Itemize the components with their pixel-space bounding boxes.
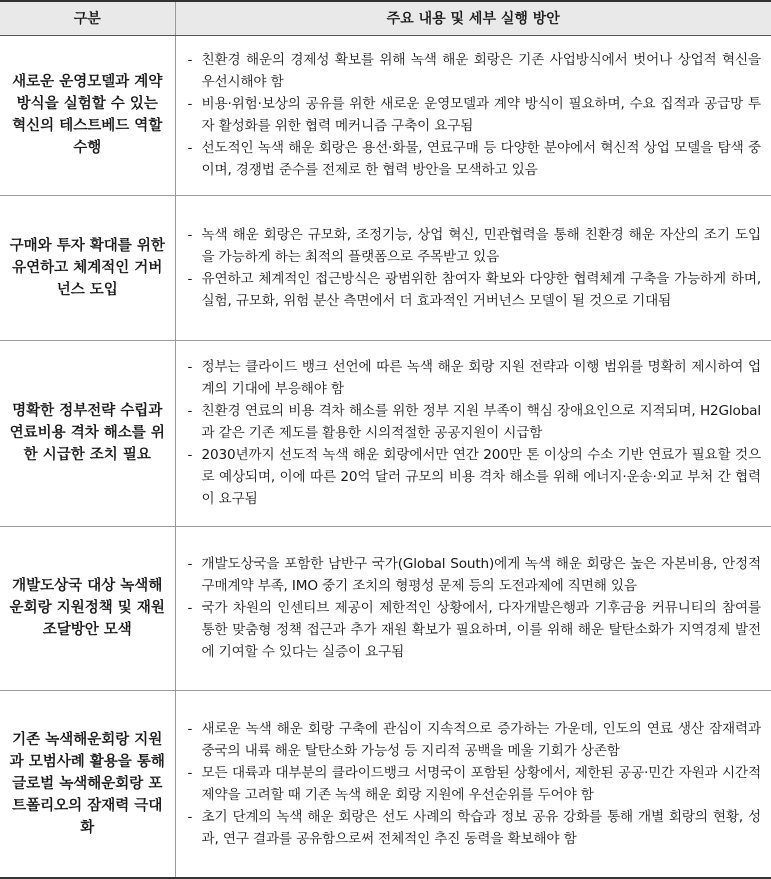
row-details <box>175 340 771 526</box>
table-row <box>0 340 771 526</box>
bullet-dash: - <box>187 764 193 781</box>
table-header-row <box>0 1 771 35</box>
detail-bullet <box>188 597 762 663</box>
bullet-text: 정부는 클라이드 뱅크 선언에 따른 녹색 해운 회랑 지원 전략과 이행 범위를 명확히 제시하여 업계의 기대에 부응해야 함 <box>201 359 761 397</box>
bullet-dash: - <box>187 140 193 156</box>
bullet-text: 모든 대륙과 대부분의 클라이드뱅크 서명국이 포함된 상황에서, 제한된 공공·민간 자원과 시간적 제약을 고려할 때 기존 녹색 해운 회랑 지원에 우선순위를 두어야 함 <box>201 764 761 803</box>
bullet-text: 2030년까지 선도적 녹색 해운 회랑에서만 연간 200만 톤 이상의 수소 기반 연료가 필요할 것으로 예상되며, 이에 따른 20억 달러 규모의 비용 격차 해소를 위해 에너지·운송·외교 부처 간 협력이 요구됨 <box>201 447 761 507</box>
bullet-dash: - <box>187 808 193 825</box>
bullet-text: 선도적인 녹색 해운 회랑은 용선·화물, 연료구매 등 다양한 분야에서 혁신적 상업 모델을 탐색 중이며, 경쟁법 준수를 전제로 한 협력 방안을 모색하고 있음 <box>201 140 761 178</box>
header-category: 구분 <box>0 1 175 35</box>
detail-bullet <box>188 137 762 181</box>
bullet-dash: - <box>187 52 193 68</box>
bullet-text: 국가 차원의 인센티브 제공이 제한적인 상황에서, 다자개발은행과 기후금융 커뮤니티의 참여를 통한 맞춤형 정책 접근과 추가 재원 확보가 필요하며, 이를 위해 해운 탈탄소화가 지역경제 발전에 기여할 수 있다는 실증이 요구됨 <box>201 600 761 660</box>
detail-bullet <box>188 444 762 510</box>
bullet-dash: - <box>187 600 193 616</box>
detail-bullet <box>188 224 762 268</box>
row-category: 개발도상국 대상 녹색해운회랑 지원정책 및 재원 조달방안 모색 <box>0 526 175 690</box>
row-category: 명확한 정부전략 수립과 연료비용 격차 해소를 위한 시급한 조치 필요 <box>0 340 175 526</box>
detail-bullet <box>188 718 762 762</box>
row-category: 기존 녹색해운회랑 지원과 모범사례 활용을 통해 글로벌 녹색해운회랑 포트폴리오의 잠재력 극대화 <box>0 690 175 878</box>
row-details <box>175 35 771 195</box>
header-details: 주요 내용 및 세부 실행 방안 <box>175 1 771 35</box>
row-category: 구매와 투자 확대를 위한 유연하고 체계적인 거버넌스 도입 <box>0 195 175 340</box>
detail-bullet <box>188 553 762 597</box>
row-details <box>175 526 771 690</box>
detail-bullet <box>188 49 762 93</box>
bullet-text: 개발도상국을 포함한 남반구 국가(Global South)에게 녹색 해운 회랑은 높은 자본비용, 안정적 구매계약 부족, IMO 중기 조치의 형평성 문제 등의 도전과제에 직면해 있음 <box>201 556 761 594</box>
bullet-text: 초기 단계의 녹색 해운 회랑은 선도 사례의 학습과 정보 공유 강화를 통해 개별 회랑의 현황, 성과, 연구 결과를 공유함으로써 전체적인 추진 동력을 확보해야 함 <box>201 808 761 847</box>
table-row <box>0 526 771 690</box>
row-category: 새로운 운영모델과 계약 방식을 실험할 수 있는 혁신의 테스트베드 역할 수행 <box>0 35 175 195</box>
table-row <box>0 690 771 878</box>
bullet-text: 친환경 해운의 경제성 확보를 위해 녹색 해운 회랑은 기존 사업방식에서 벗어나 상업적 혁신을 우선시해야 함 <box>201 52 761 90</box>
bullet-dash: - <box>187 447 193 463</box>
bullet-text: 친환경 연료의 비용 격차 해소를 위한 정부 지원 부족이 핵심 장애요인으로 지적되며, H2Global과 같은 기존 제도를 활용한 시의적절한 공공지원이 시급함 <box>201 403 761 441</box>
detail-bullet <box>188 356 762 400</box>
bullet-text: 새로운 녹색 해운 회랑 구축에 관심이 지속적으로 증가하는 가운데, 인도의 연료 생산 잠재력과 중국의 내륙 해운 탈탄소화 가능성 등 지리적 공백을 메울 기회가 상존함 <box>201 720 761 759</box>
table-row <box>0 195 771 340</box>
table-row <box>0 35 771 195</box>
bullet-dash: - <box>187 359 193 375</box>
detail-bullet <box>188 400 762 444</box>
bullet-text: 녹색 해운 회랑은 규모화, 조정기능, 상업 혁신, 민관협력을 통해 친환경 해운 자산의 조기 도입을 가능하게 하는 최적의 플랫폼으로 주목받고 있음 <box>201 226 761 265</box>
bullet-dash: - <box>187 403 193 419</box>
table-body <box>0 35 771 878</box>
row-details <box>175 195 771 340</box>
bullet-dash: - <box>187 270 193 287</box>
bullet-text: 비용·위험·보상의 공유를 위한 새로운 운영모델과 계약 방식이 필요하며, 수요 집적과 공급망 투자 활성화를 위한 협력 메커니즘 구축이 요구됨 <box>201 96 761 134</box>
row-details <box>175 690 771 878</box>
detail-bullet <box>188 93 762 137</box>
bullet-dash: - <box>187 720 193 737</box>
bullet-dash: - <box>187 226 193 243</box>
bullet-dash: - <box>187 96 193 112</box>
bullet-text: 유연하고 체계적인 접근방식은 광범위한 참여자 확보와 다양한 협력체계 구축을 가능하게 하며, 실험, 규모화, 위험 분산 측면에서 더 효과적인 거버넌스 모델이 될 것으로 기대됨 <box>201 270 761 309</box>
detail-bullet <box>188 762 762 806</box>
bullet-dash: - <box>187 556 193 572</box>
detail-bullet <box>188 806 762 850</box>
detail-bullet <box>188 268 762 312</box>
